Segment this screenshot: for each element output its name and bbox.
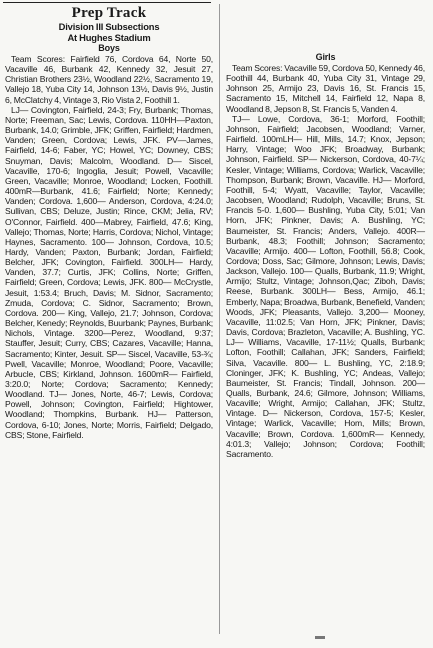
- boys-event-results: LJ— Covington, Fairfield, 24-3; Fry, Burbank; Thomas, Norte; Freeman, Sac; Lewis, Cordova. 110HH—Paxton, Burbank, 14.0; Grimble, JFK; Griffen, Fairfield; Hardmen, Vanden; Green, Cordova; Lewis, JFK. PV—James, Fairfield, 14-6; Faber, YC; Howel, YC; Downey, CBS; Snuyman, Davis; Malcolm, Woodland. D— Siscel, Vacaville, 170-6; Ingoglia, Jesuit; Powell, Vacaville; Green, Vacaville; Monroe, Woodland; Locken, Foothill. 400mR—Burbank, 41.6; Fairfield; Norte; Kennedy; Vanden; Cordova. 1,600— Anderson, Cordova, 4:24.0; Sullivan, CBS; Deluze, Justin; Rince, CKM; Jelia, RV; O'Connor, Fairfield. 400—Mabrey, Fairfield, 47.6; King, Vallejo; Thomas, Norte; Harris, Cordova; Nichol, Vintage; Haynes, Sacramento. 100— Johnson, Cordova, 10.5; Hardy, Vanden; Paxton, Burbank; Jordan, Fairfield; Belcher, JFK; Covington, Fairfield. 300LH— Hardy, Vanden, 37.7; Curtis, JFK; Collins, Norte; Griffen, Fairfield; Green, Cordova; Lewis, JFK. 800— McCrystle, Jesuit, 1:53.4; Bruch, Davis; M. Sidnor, Sacramento; Zmuda, Cordova; C. Sidnor, Sacramento; Brown, Cordova. 200— King, Vallejo, 21.7; Johnson, Cordova; Belcher, Kenedy; Reynolds, Buurbank; Paynes, Burbank; Nichols, Vintage. 3200—Perez, Woodland, 9:37; Stauffer, Jesuit; Curry, CBS; Cazares, Vacaville; Hanna, Sacramento; Kinter, Jesuit. SP— Siscel, Vacaville, 53-¾; Pwell, Vacaville; Monroe, Woodland; Poore, Vacaville; Arbucle, CBS; Kirkland, Johnson. 1600mR— Fairfield, 3:20.0; Norte; Cordova; Sacramento; Kennedy; Woodland. TJ— Jones, Norte, 46-7; Lewis, Cordova; Powell, Johnson; Covington, Fairfield; Hightower, Woodland; Thompkins, Burbank. HJ— Patterson, Cordova, 6-10; Jones, Norte; Morris, Fairfield; Delgado, CBS; Stone, Fairfield.: [5, 104, 213, 440]
- clipping: [2, 0, 431, 646]
- subhead-venue: At Hughes Stadium: [67, 32, 151, 43]
- girls-heading: Girls: [315, 52, 336, 62]
- right-column: [226, 0, 425, 459]
- column-divider: [219, 4, 220, 634]
- subhead-division: Division III Subsections: [58, 21, 160, 32]
- left-column: [5, 0, 213, 440]
- girls-event-results: TJ— Lowe, Cordova, 36-1; Morford, Foothill; Johnson, Fairfield; Jacobsen, Woodland; Varner, Fairfield. 100mLH— Hill, Mills, 14.7; Knox, Jepson; Harry, Vintage; Woo JFK; Broadway, Burbank; Johnson, Fairfield. SP— Nickerson, Cordova, 40-7¼; Kesler, Vintage; Williams, Cordova; Warlick, Vacaville; Thompson, Burbank; Brown, Vacaville. HJ— Morford, Foothill, 5-4; Wyatt, Vacaville; Taylor, Vacaville; Jacobsen, Woodland; Rudolph, Vacaville; Bruns, St. Francis 5-0. 1,600— Bushling, Yuba City, 5:01; Van Horn, JFK; Pinkner, Davis; A. Bushling, YC; Baumeister, St. Francis; Anders, Vallejo. 400R— Burbank, 48.3; Foothill; Johnson; Sacramento; Vacaville; Armijo. 400— Lofton, Foothill, 56.8; Cook, Cordova; Doss, Sac; Gilmore, Johnson; Lewis, Davis; Jackson, Vallejo. 100— Qualls, Burbank, 11.9; Wright, Armijo; Stultz, Vintage; Johnson,Qac; Ziboh, Davis; Reese, Burbank. 300LH— Bess, Armijo, 46.1; Emberly, Napa; Broadwa, Burbank, Benefield, Vanden; Woods, JFK; Pleasants, Vallejo. 3,200— Mooney, Vacaville, 11:02.5; Van Horn, JFK; Pinkner, Davis; Davis, Cordova; Brazleton, Vacaville; A. Bushling, YC. LJ— Williams, Vacaville, 17-11½; Qualls, Burbank; Lofton, Foothill; Callahan, JFK; Sanders, Fairfield; Silva, Vacaville. 800— L. Bushling, YC, 2:18.9; Cloninger, JFK; K. Bushling, YC; Andeas, Vallejo; Baumeister, St. Francis; Tindall, Johnson. 200— Qualls, Burbank, 24.6; Gilmore, Johnson; Williams, Vacaville; Wright, Armijo; Callahan, JFK; Stultz, Vintage. D— Nickerson, Cordova, 157-5; Kesler, Vintage; Warlick, Vacaville; Hom, Mills; Brown, Vacaville; Brown, Cordova. 1,600mR— Kennedy, 4:01.3; Vallejo; Johnson; Cordova; Foothill; Sacramento.: [226, 113, 425, 459]
- girls-team-scores: Team Scores: Vacaville 59, Cordova 50, Kennedy 46, Foothill 44, Burbank 40, Yuba City 31, Vintage 29, Johnson 25, Armijo 23, Davis 16, St. Francis 15, Sacramento 15, Mitchell 14, Fairfield 12, Napa 8, Woodland 8, Jepson 8, St. Francis 5, Vanden 4.: [226, 63, 425, 114]
- boys-heading: Boys: [98, 43, 120, 53]
- headline: Prep Track: [71, 5, 147, 21]
- boys-team-scores: Team Scores: Fairfield 76, Cordova 64, Norte 50, Vacaville 46, Burbank 42, Kennedy 32, Jesuit 27, Christian Brothers 23½, Woodland 22½, Sacramento 19, Vallejo 18, Yuba City 14, Johnson 13½, Davis 9½, Justin 6, McClatchy 4, Vintage 3, Rio Vista 2, Foothill 1.: [5, 54, 213, 105]
- bottom-mark: [315, 636, 325, 639]
